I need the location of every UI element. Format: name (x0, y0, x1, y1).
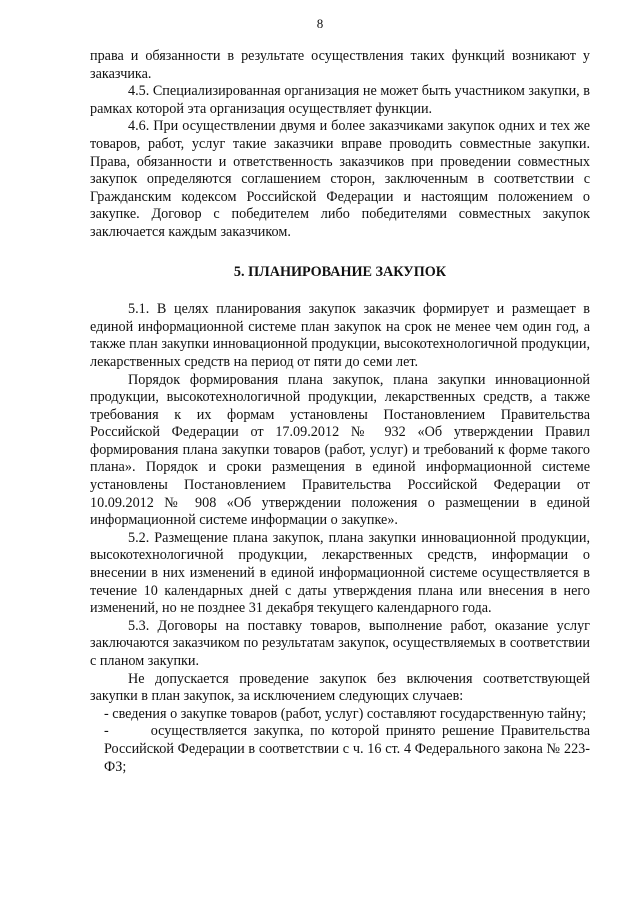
paragraph-5-1: 5.1. В целях планирования закупок заказчик формирует и размещает в единой информационной системе план закупок на срок не менее чем один год, а также план закупки инновационной продукции, высокотехнологичной продукции, лекарственных средств на период от пяти до семи лет. (90, 301, 590, 370)
list-item (90, 723, 590, 776)
list-item: - сведения о закупке товаров (работ, услуг) составляют государственную тайну; (104, 705, 587, 722)
paragraph-5-1-order: Порядок формирования плана закупок, плана закупки инновационной продукции, высокотехнологичной продукции, лекарственных средств, а также требования к их формам установлены Постановлением Правительства Российской Федерации от 17.09.2012 № 932 «Об утверждении Правил формирования плана закупки товаров (работ, услуг) и требований к форме такого плана». Порядок и сроки размещения в единой информационной системе установлены Постановлением Правительства Российской Федерации от 10.09.2012 № 908 «Об утверждении положения о размещении в единой информационной системе информации о закупке». (90, 371, 590, 529)
list-dash: - (104, 723, 109, 740)
paragraph-5-3: 5.3. Договоры на поставку товаров, выполнение работ, оказание услуг заключаются заказчиком по результатам закупок, осуществляемых в соответствии с планом закупки. (90, 617, 590, 669)
paragraph-4-6: 4.6. При осуществлении двумя и более заказчиками закупок одних и тех же товаров, работ, услуг такие заказчики вправе проводить совместные закупки. Права, обязанности и ответственность заказчиков при проведении совместных закупок определяются соглашением сторон, заключенным в соответствии с Гражданским кодексом Российской Федерации и настоящим положением о закупке. Договор с победителем либо победителями совместных закупок заключается каждым заказчиком. (90, 118, 590, 240)
paragraph-5-3-exceptions: Не допускается проведение закупок без включения соответствующей закупки в план закупок, за исключением следующих случаев: (90, 670, 590, 705)
paragraph-5-2: 5.2. Размещение плана закупок, плана закупки инновационной продукции, высокотехнологичной продукции, лекарственных средств, информации о внесении в них изменений в единой информационной системе осуществляется в течение 10 календарных дней с даты утверждения плана или внесения в него изменений, но не позднее 31 декабря текущего календарного года. (90, 529, 590, 617)
paragraph-continuation: права и обязанности в результате осуществления таких функций возникают у заказчика. (90, 48, 590, 82)
section-heading: 5. ПЛАНИРОВАНИЕ ЗАКУПОК (233, 263, 447, 280)
document-body (90, 48, 590, 776)
page-number: 8 (316, 16, 324, 31)
paragraph-4-5: 4.5. Специализированная организация не может быть участником закупки, в рамках которой эта организация осуществляет функции. (90, 83, 590, 117)
list-item-text: осуществляется закупка, по которой принято решение Правительства Российской Федерации в соответствии с ч. 16 ст. 4 Федерального закона № 223-ФЗ; (104, 723, 590, 775)
